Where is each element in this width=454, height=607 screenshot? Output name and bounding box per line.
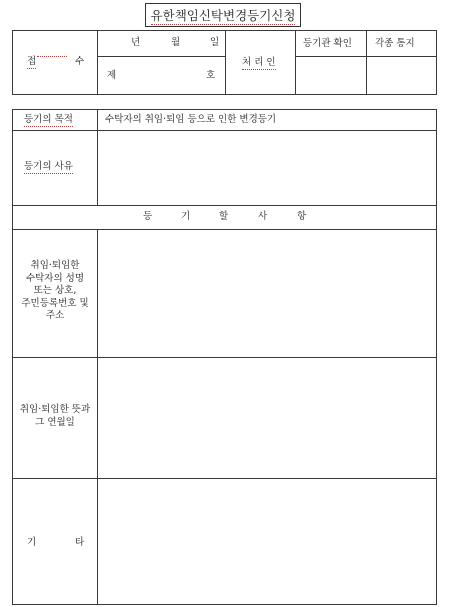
- trustee-label: 취임·퇴임한 수탁자의 성명 또는 상호, 주민등록번호 및 주소: [21, 260, 89, 321]
- other-field[interactable]: [98, 479, 436, 604]
- appointment-date-field[interactable]: [98, 358, 436, 478]
- other-label-right: 타: [75, 537, 85, 548]
- section-header-char-4: 사: [258, 211, 268, 222]
- form-title: 유한책임신탁변경등기신청: [150, 7, 296, 23]
- receipt-no-suffix: 호: [206, 70, 216, 81]
- section-header-char-2: 기: [181, 211, 191, 222]
- notice-label: 각종 통지: [375, 38, 415, 49]
- receipt-label-dots: [37, 56, 67, 57]
- receipt-no-prefix: 제: [107, 70, 117, 81]
- section-header-char-3: 할: [219, 211, 229, 222]
- receipt-label-right: 수: [75, 56, 85, 67]
- receipt-label-left: 접: [27, 56, 37, 67]
- purpose-value: 수탁자의 취임·퇴임 등으로 인한 변경등기: [105, 114, 277, 125]
- other-label-left: 기: [27, 537, 37, 548]
- receipt-year: 년: [131, 37, 141, 48]
- cause-field[interactable]: [98, 131, 436, 205]
- registrar-check-label: 등기관 확인: [303, 38, 352, 49]
- receipt-day: 일: [210, 37, 220, 48]
- purpose-label: 등기의 목적: [24, 114, 73, 125]
- section-header-char-5: 항: [297, 211, 307, 222]
- processor-label: 처 리 인: [242, 57, 276, 68]
- trustee-field[interactable]: [98, 230, 436, 357]
- cause-label: 등기의 사유: [24, 161, 73, 172]
- appointment-date-label: 취임·퇴임한 뜻과 그 연월일: [19, 404, 91, 428]
- form-title-box: [145, 3, 301, 27]
- section-header-char-1: 등: [143, 211, 153, 222]
- receipt-month: 월: [171, 37, 181, 48]
